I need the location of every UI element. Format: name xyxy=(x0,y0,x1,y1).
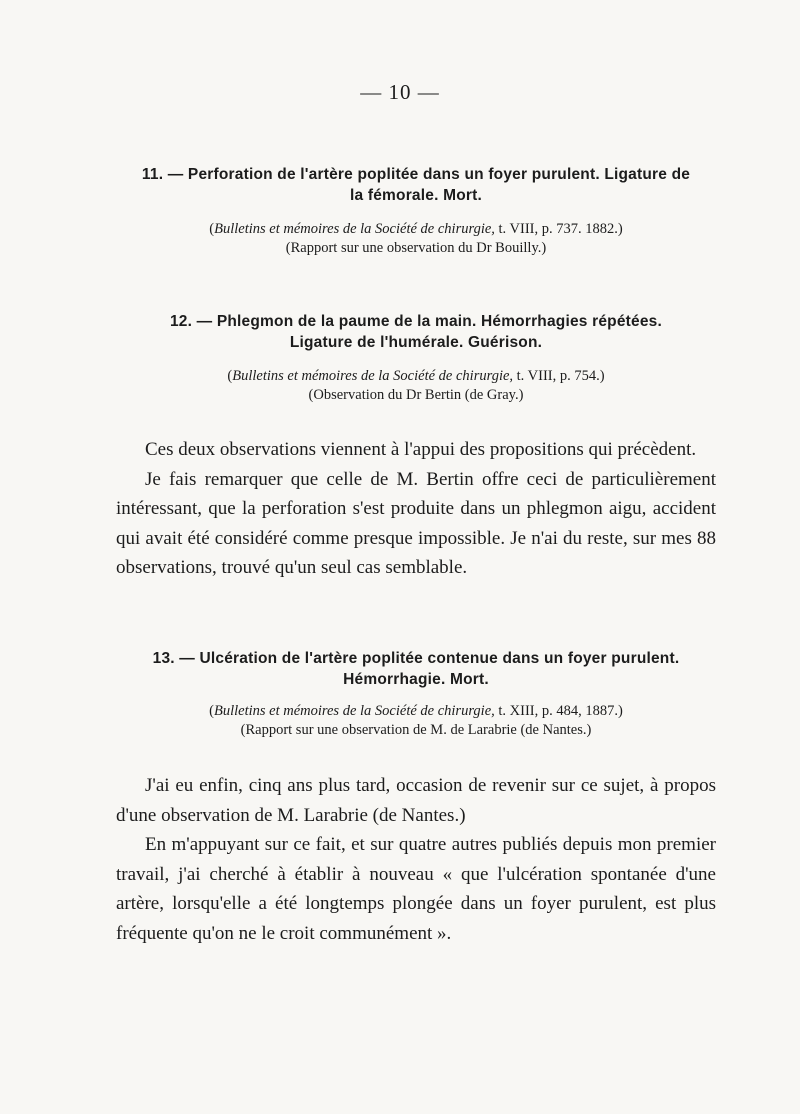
entry-title xyxy=(116,311,716,353)
entry-title-line-1: 11. — Perforation de l'artère poplitée dans un foyer purulent. Ligature de xyxy=(141,166,691,183)
entry-title-line-1: 12. — Phlegmon de la paume de la main. Hémorrhagies répétées. xyxy=(169,313,662,330)
page-number: — 10 — xyxy=(360,80,440,104)
entry-note: (Observation du Dr Bertin (de Gray.) xyxy=(308,387,524,403)
entry-note: (Rapport sur une observation de M. de Larabrie (de Nantes.) xyxy=(240,722,592,738)
entry-reference: (Bulletins et mémoires de la Société de chirurgie, t. XIII, p. 484, 1887.) xyxy=(209,703,623,719)
entry-title xyxy=(116,164,716,206)
reference-volume: t. VIII, p. 737. 1882. xyxy=(498,221,618,237)
entry-13 xyxy=(116,648,716,740)
entry-title-line-2: la fémorale. Mort. xyxy=(350,187,482,204)
commentary-block-2 xyxy=(116,771,716,948)
journal-name: Bulletins et mémoires de la Société de chirurgie, xyxy=(214,221,495,237)
entry-11 xyxy=(116,164,716,258)
entry-reference: (Bulletins et mémoires de la Société de chirurgie, t. VIII, p. 737. 1882.) xyxy=(209,221,623,237)
paragraph: Ces deux observations viennent à l'appui des propositions qui précèdent. xyxy=(145,439,697,460)
entry-reference: (Bulletins et mémoires de la Société de chirurgie, t. VIII, p. 754.) xyxy=(227,368,605,384)
entry-title-line-2: Ligature de l'humérale. Guérison. xyxy=(289,334,543,351)
journal-name: Bulletins et mémoires de la Société de chirurgie, xyxy=(232,368,514,384)
journal-name: Bulletins et mémoires de la Société de chirurgie, xyxy=(213,703,495,719)
entry-note: (Rapport sur une observation du Dr Bouilly.) xyxy=(285,240,547,256)
reference-volume: t. XIII, p. 484, 1887. xyxy=(498,703,619,719)
paragraph: Je fais remarquer que celle de M. Bertin offre ceci de particulièrement intéressant, que la perforation s'est produite dans un phlegmon aigu, accident qui avait été considéré comme presque impossible. Je n'ai du reste, sur mes 88 observations, trouvé qu'un seul cas semblable. xyxy=(116,468,716,578)
paragraph: J'ai eu enfin, cinq ans plus tard, occasion de revenir sur ce sujet, à propos d'une observation de M. Larabrie (de Nantes.) xyxy=(116,775,716,826)
paragraph: En m'appuyant sur ce fait, et sur quatre autres publiés depuis mon premier travail, j'ai cherché à établir à nouveau « que l'ulcération spontanée d'une artère, lorsqu'elle a été longtemps plongée dans un foyer purulent, est plus fréquente qu'on ne le croit communément ». xyxy=(116,834,716,944)
entry-12 xyxy=(116,311,716,405)
entry-title-line-2: Hémorrhagie. Mort. xyxy=(343,671,489,688)
reference-volume: t. VIII, p. 754. xyxy=(516,368,600,384)
entry-title-line-1: 13. — Ulcération de l'artère poplitée contenue dans un foyer purulent. xyxy=(152,650,680,667)
commentary-block-1 xyxy=(116,435,716,583)
entry-title xyxy=(116,648,716,690)
